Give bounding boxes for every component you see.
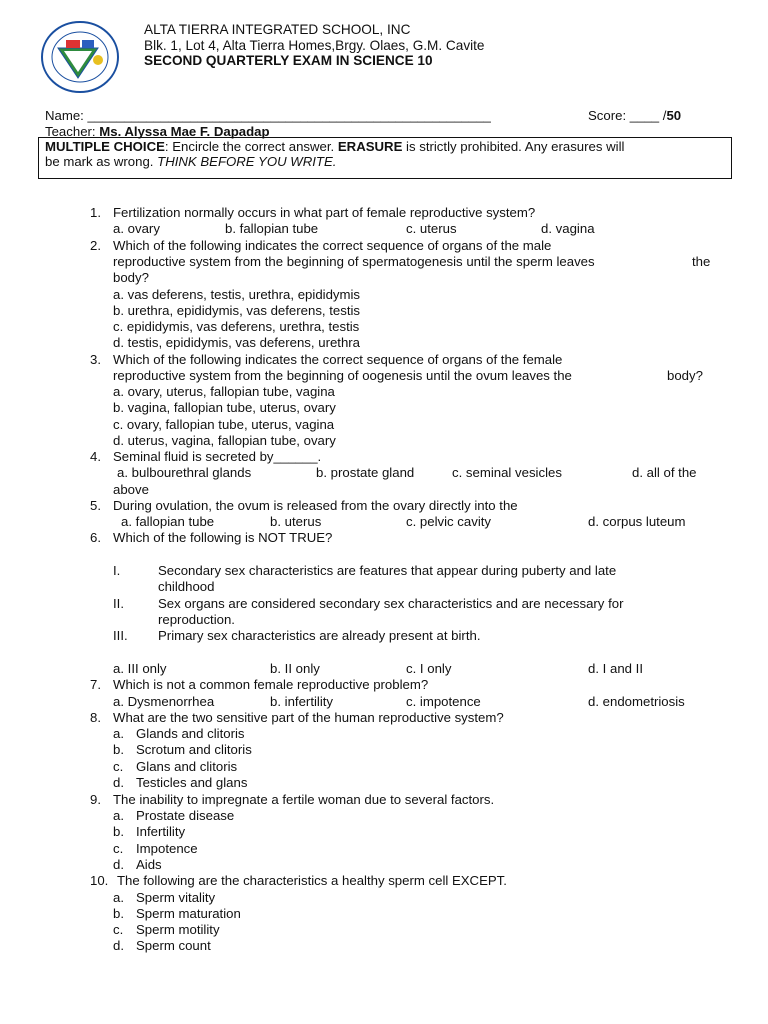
score-total: 50: [666, 108, 682, 123]
q10-choice-b[interactable]: Sperm maturation: [136, 906, 241, 921]
instructions-text-1: : Encircle the correct answer.: [164, 139, 338, 154]
instructions-erasure: ERASURE: [337, 139, 403, 154]
q7-choice-d[interactable]: d. endometriosis: [588, 694, 685, 709]
question-2-text-3: body?: [113, 270, 149, 285]
q10-choice-b-letter: b.: [113, 906, 124, 921]
question-10-number: 10.: [90, 873, 109, 888]
q10-choice-a-letter: a.: [113, 890, 124, 905]
q10-choice-d[interactable]: Sperm count: [136, 938, 211, 953]
question-6-text: Which of the following is NOT TRUE?: [113, 530, 333, 545]
q7-choice-c[interactable]: c. impotence: [406, 694, 481, 709]
teacher-name: Ms. Alyssa Mae F. Dapadap: [99, 124, 270, 139]
statement-2-line-2: reproduction.: [158, 612, 235, 627]
instructions-line-1: [45, 139, 624, 155]
q8-choice-c-letter: c.: [113, 759, 124, 774]
q2-choice-d[interactable]: d. testis, epididymis, vas deferens, urethra: [113, 335, 361, 350]
question-2-text-tail: the: [692, 254, 711, 269]
q10-choice-c-letter: c.: [113, 922, 124, 937]
q6-choice-d[interactable]: d. I and II: [588, 661, 643, 676]
question-2-text-1: Which of the following indicates the correct sequence of organs of the male: [113, 238, 552, 253]
q9-choice-a[interactable]: Prostate disease: [136, 808, 235, 823]
q1-choice-a[interactable]: a. ovary: [113, 221, 160, 236]
school-logo: [40, 20, 120, 94]
q1-choice-d[interactable]: d. vagina: [541, 221, 595, 236]
q4-choice-d-wrap: above: [113, 482, 149, 497]
question-3-number: 3.: [90, 352, 101, 367]
question-4-text: Seminal fluid is secreted by______.: [113, 449, 322, 464]
q10-choice-d-letter: d.: [113, 938, 124, 953]
question-8-text: What are the two sensitive part of the human reproductive system?: [113, 710, 504, 725]
statement-2-line-1: Sex organs are considered secondary sex characteristics and are necessary for: [158, 596, 624, 611]
q9-choice-d-letter: d.: [113, 857, 124, 872]
question-7-number: 7.: [90, 677, 101, 692]
q2-choice-b[interactable]: b. urethra, epididymis, vas deferens, testis: [113, 303, 361, 318]
q7-choice-a[interactable]: a. Dysmenorrhea: [113, 694, 215, 709]
q5-choice-c[interactable]: c. pelvic cavity: [406, 514, 492, 529]
instructions-text-2: is strictly prohibited. Any erasures will: [402, 139, 625, 154]
q8-choice-c[interactable]: Glans and clitoris: [136, 759, 238, 774]
instructions-title: MULTIPLE CHOICE: [45, 139, 165, 154]
q9-choice-c-letter: c.: [113, 841, 124, 856]
q4-choice-d[interactable]: d. all of the: [632, 465, 697, 480]
q1-choice-c[interactable]: c. uterus: [406, 221, 457, 236]
question-9-number: 9.: [90, 792, 101, 807]
q3-choice-c[interactable]: c. ovary, fallopian tube, uterus, vagina: [113, 417, 335, 432]
score-field[interactable]: [588, 108, 681, 124]
q6-choice-b[interactable]: b. II only: [270, 661, 320, 676]
q5-choice-a[interactable]: a. fallopian tube: [121, 514, 215, 529]
instructions-think: THINK BEFORE YOU WRITE.: [157, 154, 337, 169]
q8-choice-b[interactable]: Scrotum and clitoris: [136, 742, 252, 757]
question-3-text-1: Which of the following indicates the correct sequence of organs of the female: [113, 352, 563, 367]
q9-choice-b[interactable]: Infertility: [136, 824, 186, 839]
q8-choice-b-letter: b.: [113, 742, 124, 757]
q9-choice-d[interactable]: Aids: [136, 857, 162, 872]
question-10-text: The following are the characteristics a healthy sperm cell EXCEPT.: [117, 873, 507, 888]
question-2-number: 2.: [90, 238, 101, 253]
q4-choice-c[interactable]: c. seminal vesicles: [452, 465, 562, 480]
q10-choice-c[interactable]: Sperm motility: [136, 922, 220, 937]
question-5-number: 5.: [90, 498, 101, 513]
teacher-label: Teacher:: [45, 124, 100, 139]
question-3-text-tail: body?: [667, 368, 703, 383]
statement-1-line-1: Secondary sex characteristics are features that appear during puberty and late: [158, 563, 617, 578]
q1-choice-b[interactable]: b. fallopian tube: [225, 221, 319, 236]
q9-choice-b-letter: b.: [113, 824, 124, 839]
statement-1-number: I.: [113, 563, 121, 578]
q9-choice-a-letter: a.: [113, 808, 124, 823]
question-3-text-2: reproductive system from the beginning of oogenesis until the ovum leaves the: [113, 368, 572, 383]
q4-choice-a[interactable]: a. bulbourethral glands: [117, 465, 252, 480]
school-address: Blk. 1, Lot 4, Alta Tierra Homes,Brgy. Olaes, G.M. Cavite: [144, 38, 485, 53]
statement-2-number: II.: [113, 596, 124, 611]
q3-choice-d[interactable]: d. uterus, vagina, fallopian tube, ovary: [113, 433, 336, 448]
question-4-number: 4.: [90, 449, 101, 464]
question-2-text-2: reproductive system from the beginning of spermatogenesis until the sperm leaves: [113, 254, 595, 269]
question-9-text: The inability to impregnate a fertile woman due to several factors.: [113, 792, 495, 807]
q8-choice-d[interactable]: Testicles and glans: [136, 775, 248, 790]
q7-choice-b[interactable]: b. infertility: [270, 694, 334, 709]
score-label: Score: ____ /: [588, 108, 667, 123]
question-1-number: 1.: [90, 205, 101, 220]
q8-choice-a-letter: a.: [113, 726, 124, 741]
instructions-line-2: [45, 154, 336, 170]
q9-choice-c[interactable]: Impotence: [136, 841, 198, 856]
statement-3-line-1: Primary sex characteristics are already present at birth.: [158, 628, 481, 643]
q5-choice-d[interactable]: d. corpus luteum: [588, 514, 686, 529]
q5-choice-b[interactable]: b. uterus: [270, 514, 322, 529]
q10-choice-a[interactable]: Sperm vitality: [136, 890, 216, 905]
school-name: ALTA TIERRA INTEGRATED SCHOOL, INC: [144, 22, 411, 37]
question-1-text: Fertilization normally occurs in what part of female reproductive system?: [113, 205, 536, 220]
q3-choice-b[interactable]: b. vagina, fallopian tube, uterus, ovary: [113, 400, 336, 415]
q8-choice-a[interactable]: Glands and clitoris: [136, 726, 245, 741]
question-7-text: Which is not a common female reproductive problem?: [113, 677, 429, 692]
q3-choice-a[interactable]: a. ovary, uterus, fallopian tube, vagina: [113, 384, 335, 399]
name-field[interactable]: Name: _______________________________________________________: [45, 108, 491, 123]
q8-choice-d-letter: d.: [113, 775, 124, 790]
q2-choice-a[interactable]: a. vas deferens, testis, urethra, epididymis: [113, 287, 361, 302]
q6-choice-c[interactable]: c. I only: [406, 661, 452, 676]
exam-title: SECOND QUARTERLY EXAM IN SCIENCE 10: [144, 53, 433, 68]
instructions-text-3: be mark as wrong.: [45, 154, 158, 169]
statement-1-line-2: childhood: [158, 579, 215, 594]
q2-choice-c[interactable]: c. epididymis, vas deferens, urethra, testis: [113, 319, 360, 334]
question-8-number: 8.: [90, 710, 101, 725]
question-6-number: 6.: [90, 530, 101, 545]
question-5-text: During ovulation, the ovum is released from the ovary directly into the: [113, 498, 518, 513]
statement-3-number: III.: [113, 628, 128, 643]
q4-choice-b[interactable]: b. prostate gland: [316, 465, 415, 480]
q6-choice-a[interactable]: a. III only: [113, 661, 167, 676]
